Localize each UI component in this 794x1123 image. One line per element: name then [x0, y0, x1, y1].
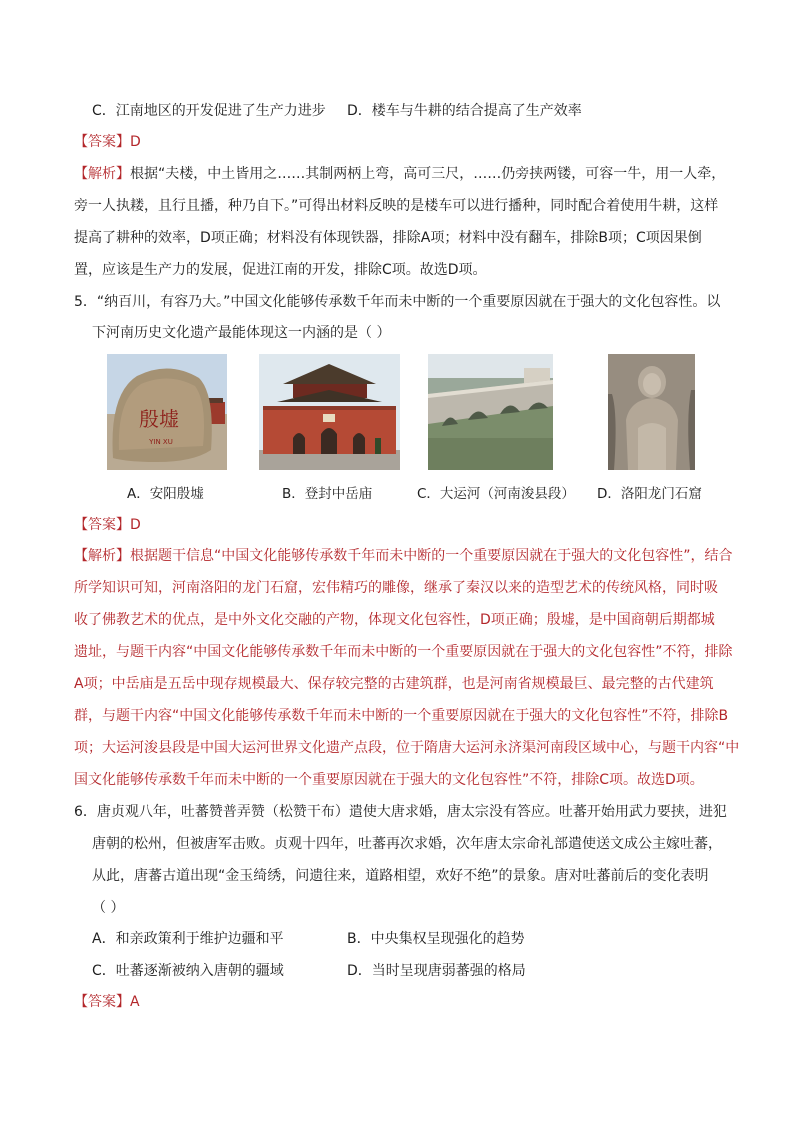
q5-analysis-line-3: 收了佛教艺术的优点，是中外文化交融的产物，体现文化包容性，D项正确；殷墟，是中国商朝后期都城: [74, 612, 715, 628]
q6-option-c: C．吐蕃逐渐被纳入唐朝的疆域: [92, 963, 284, 979]
q4-analysis-line-1: 【解析】根据“夫楼，中土皆用之……其制两柄上弯，高可三尺，……仍旁挟两镂，可容一牛，用一人牵，: [74, 166, 726, 182]
q4-answer-tag: 【答案】: [74, 134, 130, 150]
q5-analysis-tag: 【解析】: [74, 548, 130, 564]
q6-option-d: D．当时呈现唐弱蕃强的格局: [347, 963, 526, 979]
q5-caption-b: B．登封中岳庙: [282, 486, 373, 502]
q6-answer-tag: 【答案】: [74, 994, 130, 1010]
q6-stem-line-3: 从此，唐蕃古道出现“金玉绮绣，问遗往来，道路相望，欢好不绝”的景象。唐对吐蕃前后的变化表明: [92, 868, 709, 884]
q4-option-row: [92, 101, 740, 121]
q5-analysis-line-6: 群，与题干内容“中国文化能够传承数千年而未中断的一个重要原因就在于强大的文化包容性”不符，排除B: [74, 708, 729, 724]
q4-analysis-tag: 【解析】: [74, 166, 130, 182]
q5-analysis-line-2: 所学知识可知，河南洛阳的龙门石窟，宏伟精巧的雕像，继承了秦汉以来的造型艺术的传统风格，同时吸: [74, 580, 718, 596]
q5-analysis-line-5: A项；中岳庙是五岳中现存规模最大、保存较完整的古建筑群，也是河南省规模最巨、最完整的古代建筑: [74, 676, 714, 692]
q6-answer: [74, 992, 722, 1012]
q5-stem-line-1: 5．“纳百川，有容乃大。”中国文化能够传承数千年而未中断的一个重要原因就在于强大的文化包容性。以: [74, 294, 721, 310]
q4-analysis-line-4: 置，应该是生产力的发展，促进江南的开发，排除C项。故选D项。: [74, 262, 487, 278]
q6-option-row-2: [92, 961, 740, 981]
q4-option-d: D．楼车与牛耕的结合提高了生产效率: [347, 103, 582, 119]
q5-analysis-line-4: 遗址，与题干内容“中国文化能够传承数千年而未中断的一个重要原因就在于强大的文化包容性”不符，排除: [74, 644, 733, 660]
q4-answer: [74, 132, 722, 152]
zhongyue-temple-photo: [259, 354, 400, 470]
q6-stem-line-1: 6．唐贞观八年，吐蕃赞普弄赞（松赞干布）遣使大唐求婚，唐太宗没有答应。吐蕃开始用武力要挟，进犯: [74, 804, 727, 820]
longmen-grottoes-photo: [608, 354, 695, 470]
q5-analysis-line-8: 国文化能够传承数千年而未中断的一个重要原因就在于强大的文化包容性”不符，排除C项。故选D项。: [74, 772, 704, 788]
q4-analysis-line-3: 提高了耕种的效率，D项正确；材料没有体现铁器，排除A项；材料中没有翻车，排除B项；C项因果倒: [74, 230, 702, 246]
q5-caption-d: D．洛阳龙门石窟: [597, 486, 702, 502]
q5-stem-line-2: 下河南历史文化遗产最能体现这一内涵的是（ ）: [92, 325, 391, 341]
q6-option-a: A．和亲政策利于维护边疆和平: [92, 931, 284, 947]
q5-caption-a: A．安阳殷墟: [127, 486, 204, 502]
q4-analysis-line-2: 旁一人执耧，且行且播，种乃自下。”可得出材料反映的是楼车可以进行播种，同时配合着使用牛耕，这样: [74, 198, 719, 214]
q5-caption-c: C．大运河（河南浚县段）: [417, 486, 575, 502]
q6-stem-line-4: （ ）: [92, 900, 125, 916]
q6-option-b: B．中央集权呈现强化的趋势: [347, 931, 525, 947]
q5-analysis-line-7: 项；大运河浚县段是中国大运河世界文化遗产点段，位于隋唐大运河永济渠河南段区域中心，与题干内容“中: [74, 740, 740, 756]
q5-answer: [74, 515, 722, 535]
grand-canal-bridge-photo: [428, 354, 553, 470]
q4-answer-value: D: [130, 134, 141, 150]
yinxu-pinyin-text: YIN XU: [149, 438, 173, 446]
q6-stem-line-2: 唐朝的松州，但被唐军击败。贞观十四年，吐蕃再次求婚，次年唐太宗命礼部遣使送文成公主嫁吐蕃，: [92, 836, 722, 852]
q6-answer-value: A: [130, 994, 140, 1010]
yinxu-stone-photo: [107, 354, 227, 470]
q4-option-c: C．江南地区的开发促进了生产力进步: [92, 103, 326, 119]
q5-answer-tag: 【答案】: [74, 517, 130, 533]
q5-analysis-line-1: 【解析】根据题干信息“中国文化能够传承数千年而未中断的一个重要原因就在于强大的文化包容性”，结合: [74, 548, 733, 564]
q5-answer-value: D: [130, 517, 141, 533]
q6-option-row-1: [92, 929, 740, 949]
yinxu-carved-text: 殷墟: [139, 407, 179, 431]
